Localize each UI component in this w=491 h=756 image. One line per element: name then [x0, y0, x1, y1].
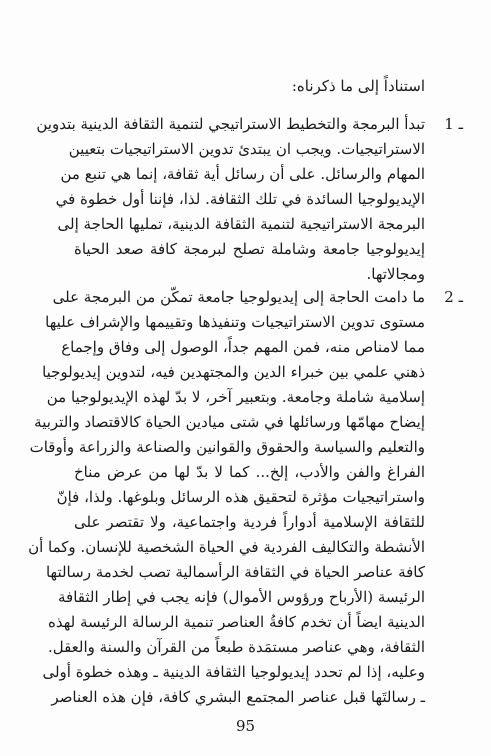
paragraph-line: إسلامية شاملة وجامعة. وبتعبير آخر، لا بدّ لهذه الإيديولوجيا من	[46, 388, 425, 406]
paragraph-line: الدينية ايضاً أن تخدم كافةُ العناصر تنمية الرسالة الرئيسة لهذه	[48, 613, 425, 631]
list-item-1	[36, 112, 463, 287]
paragraph-line: البرمجة الاستراتيجية لتنمية الثقافة الدينية، تمليها الحاجة إلى	[57, 215, 425, 233]
paragraph-line: واستراتيجيات مؤثرة لتحقيق هذه الرسائل وبلوغها. ولذا، فإنّ	[56, 488, 425, 506]
paragraph-line: الأنشطة والتكاليف الفردية في الحياة الشخصية للإنسان. وكما أن	[28, 538, 425, 556]
paragraph-line: مستوى تدوين الاستراتيجيات وتنفيذها وتقييمها والإشراف عليها	[45, 313, 425, 331]
paragraph-line: ومجالاتها.	[366, 265, 425, 283]
paragraph-line: الفراغ والفن والأدب، إلخ... كما لا بدّ لها من عرض مناخ	[74, 463, 425, 481]
paragraph-line: المهام والرسائل. على أن رسائل أية ثقافة، إنما هي تنبع من	[60, 165, 425, 183]
paragraph-line: للثقافة الإسلامية أدواراً فردية واجتماعية، ولا تقتصر على	[74, 513, 425, 531]
paragraph-line: إيضاح مهامّها ورسائلها في شتى ميادين الحياة كالاقتصاد والتربية	[34, 413, 425, 431]
paragraph-line: وعليه، إذا لم تحدد إيديولوجيا الثقافة الدينية ـ وهذه خطوة أولى	[42, 663, 425, 681]
paragraph-line: الإيديولوجيا السائدة في تلك الثقافة. لذا، فإننا أول خطوة في	[55, 190, 425, 208]
paragraph-line: الاستراتيجيات. ويجب ان يبتدئ تدوين الاستراتيجيات بتعيين	[68, 140, 425, 158]
paragraph-line: مما لامناص منه، فمن المهم جداً، الوصول إلى وفاق وإجماع	[61, 338, 425, 356]
paragraph-line: كافة عناصر الحياة في الثقافة الرأسمالية تصب لخدمة رسالتها	[45, 563, 425, 581]
paragraph-line: والتعليم والسياسة والحقوق والقوانين والصناعة والزراعة وأوقات	[29, 438, 425, 456]
item-2-number: 2 ـ	[444, 288, 463, 306]
paragraph-line: تبدأ البرمجة والتخطيط الاستراتيجي لتنمية الثقافة الدينية بتدوين	[36, 115, 425, 133]
intro-text: استناداً إلى ما ذكرناه:	[291, 77, 425, 95]
page-number: 95	[235, 717, 256, 735]
list-item-2	[28, 285, 463, 710]
paragraph-line: الثقافة، وهي عناصر مستمَدة طبعاً من القرآن والسنة والعقل.	[47, 638, 425, 656]
paragraph-line: ذهني علمي بين خبراء الدين والمجتهدين فيه، لتدوين إيديولوجيا	[42, 363, 425, 381]
item-1-number: 1 ـ	[444, 115, 463, 133]
paragraph-line: ما دامت الحاجة إلى إيديولوجيا جامعة تمكّن من البرمجة على	[52, 288, 425, 306]
paragraph-line: ـ رسالتَها قبل عناصر المجتمع البشري كافة، فإن هذه العناصر	[51, 688, 425, 706]
paragraph-line: إيديولوجيا جامعة وشاملة تصلح لبرمجة كافة صعد الحياة	[74, 240, 425, 258]
paragraph-line: الرئيسة (الأرباح ورؤوس الأموال) فإنه يجب في إطار الثقافة	[57, 588, 425, 606]
